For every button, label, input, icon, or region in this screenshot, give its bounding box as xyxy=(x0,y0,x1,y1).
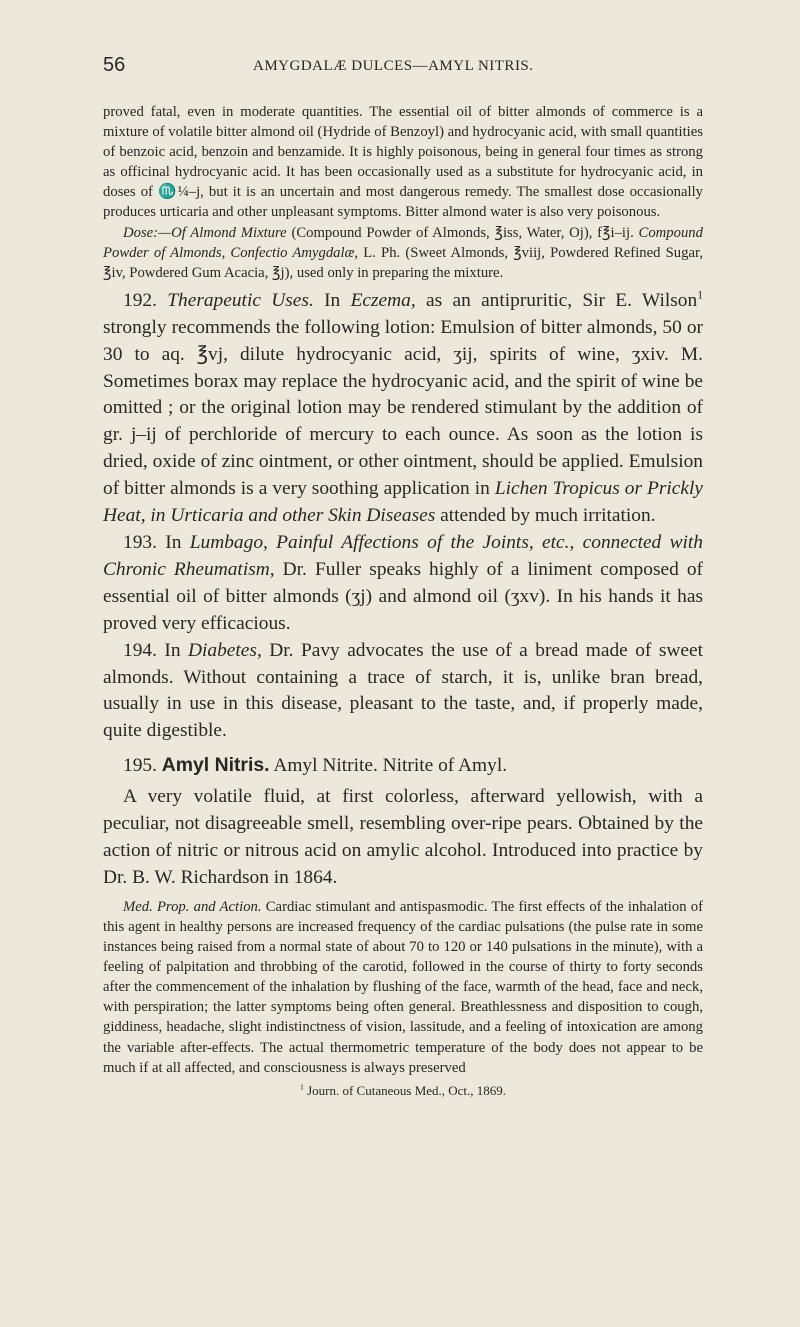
section-194-number: 194. In xyxy=(123,639,189,661)
dose-mixture-detail: (Compound Powder of Almonds, ℥iss, Water, Oj), f℥i–ij. xyxy=(286,224,639,241)
paragraph-dose xyxy=(103,223,703,283)
section-192-in: In xyxy=(313,289,351,311)
amyl-nitris-title: Amyl Nitris. xyxy=(161,754,270,777)
dose-label: Dose: xyxy=(123,224,159,241)
lichen-term: Lichen Tropicus or Prickly Heat, in Urticaria and other Skin Diseases xyxy=(103,478,703,527)
med-prop-heading: Med. Prop. and Action. xyxy=(123,898,262,915)
section-192-number: 192. xyxy=(123,289,168,311)
paragraph-almond-oil: proved fatal, even in moderate quantities. The essential oil of bitter almonds of commerce is a mixture of volatile bitter almond oil (Hydride of Benzoyl) and hydrocyanic acid, with small quantities of benzoic acid, benzoin and benzamide. It is highly poisonous, being in general four times as strong as officinal hydrocyanic acid. It has been occasionally used as a substitute for hydrocyanic acid, in doses of ♏¼–j, but it is an uncertain and most dangerous remedy. The smallest dose occasionally produces urticaria and other unpleasant symptoms. Bitter almond water is also very poisonous. xyxy=(103,104,703,221)
dose-powder-detail: L. Ph. (Sweet Almonds, ℥viij, Powdered Refined Sugar, ℥iv, Powdered Gum Acacia, ℥j), used only in preparing the mixture. xyxy=(103,244,703,281)
dose-mixture-name: —Of Almond Mixture xyxy=(158,224,287,241)
footnote xyxy=(103,1082,703,1100)
page-body xyxy=(103,102,703,1113)
section-192-text-a: as an antipruritic, Sir E. Wilson xyxy=(415,289,698,311)
section-193-heading: Lumbago, Painful Affections of the Joints, etc., connected with Chronic Rheumatism, xyxy=(103,532,703,580)
section-193 xyxy=(103,530,703,638)
footnote-text: Journ. of Cutaneous Med., Oct., 1869. xyxy=(303,1082,507,1098)
section-193-number: 193. In xyxy=(123,532,190,553)
footnote-marker: 1 xyxy=(697,288,703,302)
section-194-text: Dr. Pavy advocates the use of a bread made of sweet almonds. Without containing a trace of starch, it is, unlike bran bread, usually in use in this disease, pleasant to the taste, and, if properly made, quite digestible. xyxy=(103,639,703,742)
section-192-text-b: strongly recommends the following lotion: Emulsion of bitter almonds, 50 or 30 to aq. ℥vj, dilute hydrocyanic acid, ʒij, spirits of wine, ʒxiv. M. Sometimes borax may replace the hydrocyanic acid, and the spirit of wine be omitted ; or the original lotion may be rendered stimulant by the addition of gr. j–ij of perchloride of mercury to each ounce. As soon as the lotion is dried, oxide of zinc ointment, or other ointment, should be applied. Emulsion of bitter almonds is a very soothing application in xyxy=(103,316,703,500)
section-195-number: 195. xyxy=(123,755,162,777)
section-193-text: Dr. Fuller speaks highly of a liniment composed of essential oil of bitter almonds (ʒj) and almond oil (ʒxv). In his hands it has proved very efficacious. xyxy=(103,558,703,634)
section-192 xyxy=(103,288,703,530)
med-prop-paragraph xyxy=(103,897,703,1078)
section-192-text-c: attended by much irritation. xyxy=(435,505,656,527)
amyl-description: A very volatile fluid, at first colorless, afterward yellowish, with a peculiar, not disagreeable smell, resembling over-ripe pears. Obtained by the action of nitric or nitrous acid on amylic alcohol. Introduced into practice by Dr. B. W. Richardson in 1864. xyxy=(103,786,703,888)
eczema-term: Eczema, xyxy=(350,289,416,311)
running-head: AMYGDALÆ DULCES—AMYL NITRIS. xyxy=(253,58,534,74)
med-prop-text: Cardiac stimulant and antispasmodic. The first effects of the inhalation of this agent in healthy persons are increased frequency of the cardiac pulsations (the pulse rate in some instances being raised from a normal state of about 70 to 120 or 140 pulsations in the minute), with a feeling of palpitation and throbbing of the carotid, followed in the course of thirty to forty seconds after the commencement of the inhalation by flushing of the face, warmth of the head, face and neck, with perspiration; the latter symptoms being often general. Breathlessness and disposition to cough, giddiness, headache, slight indistinctness of vision, lassitude, and a feeling of intoxication are among the variable after-effects. The actual thermometric temperature of the body does not appear to be much if at all affected, and consciousness is always preserved xyxy=(103,898,703,1076)
page-number: 56 xyxy=(103,54,126,76)
page-header xyxy=(103,54,701,84)
section-194 xyxy=(103,638,703,746)
section-195-heading xyxy=(103,752,703,779)
amyl-synonyms: Amyl Nitrite. Nitrite of Amyl. xyxy=(269,755,508,777)
section-192-heading: Therapeutic Uses. xyxy=(167,289,314,311)
dose-powder-name: Compound Powder of Almonds, Confectio Amygdalæ, xyxy=(103,224,703,261)
section-194-heading: Diabetes, xyxy=(188,639,262,661)
footnote-number: 1 xyxy=(299,1082,304,1092)
